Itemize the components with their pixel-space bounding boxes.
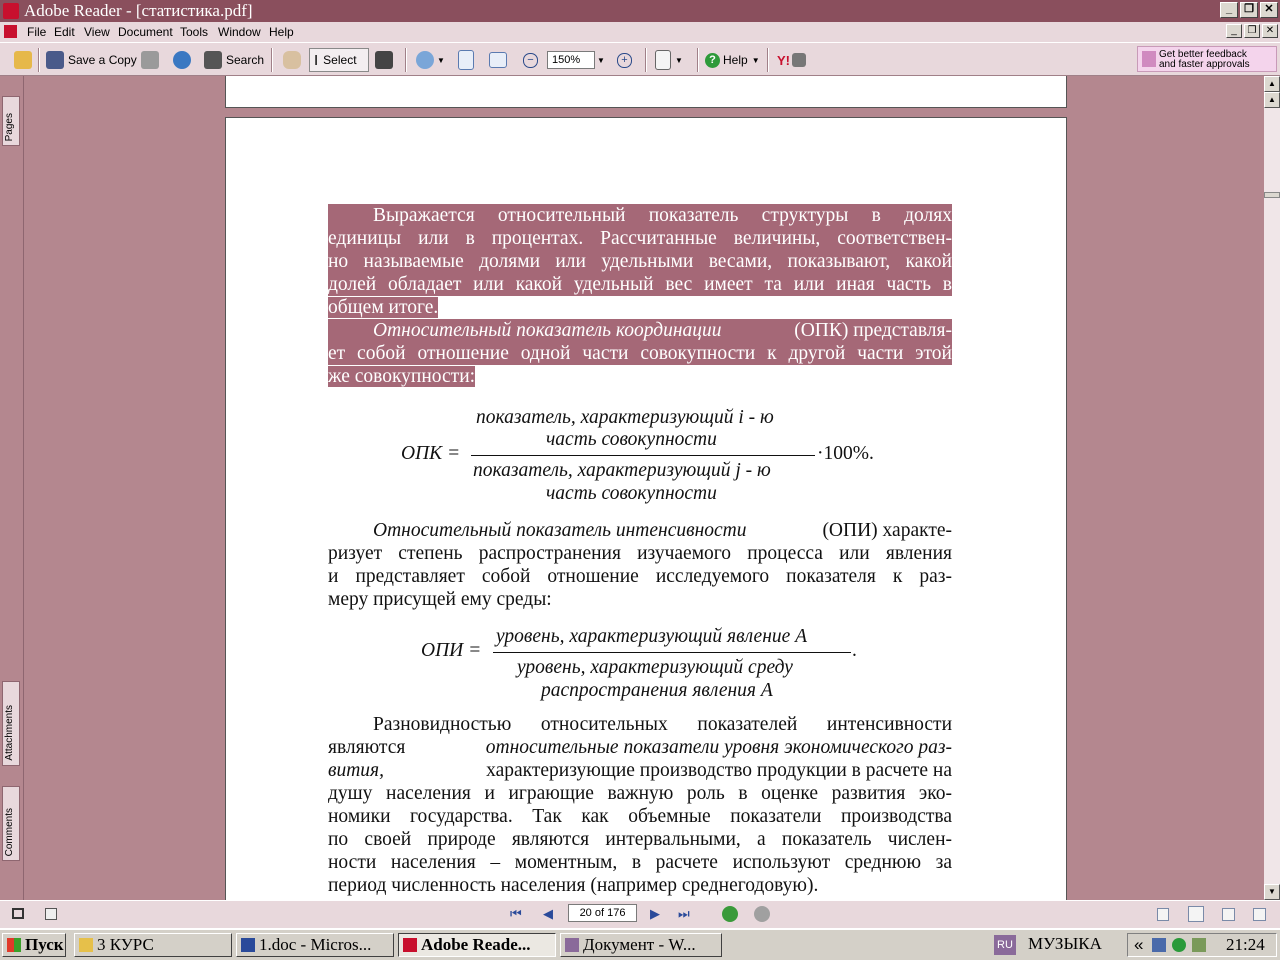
fit-width-icon <box>489 52 507 68</box>
go-forward-icon[interactable] <box>754 906 770 922</box>
text-line <box>328 319 952 342</box>
title-bar <box>0 0 1280 22</box>
select-tool-content[interactable] <box>314 49 357 71</box>
go-back-icon[interactable] <box>722 906 738 922</box>
zoom-in-button[interactable] <box>617 49 632 71</box>
snapshot-button[interactable] <box>375 49 393 71</box>
text-line: ности населения – моментным, в расчете используют среднюю за <box>328 852 952 873</box>
actual-size-button[interactable] <box>458 49 474 71</box>
toolbar-icon <box>792 53 806 67</box>
antivirus-icon[interactable] <box>1172 938 1186 952</box>
text-line <box>328 759 952 782</box>
chevron-down-icon: ▼ <box>751 55 760 65</box>
taskbar-item-word[interactable] <box>236 933 394 957</box>
hand-icon <box>283 51 301 69</box>
formula-numerator: показатель, характеризующий i - ю <box>476 407 774 428</box>
search-button[interactable] <box>204 49 264 71</box>
taskbar-item-document[interactable] <box>560 933 722 957</box>
doc-minimize-button[interactable]: _ <box>1226 24 1242 38</box>
text-line: и представляет собой отношение исследуемого показателя к раз- <box>328 566 952 587</box>
pen-icon <box>1142 51 1156 67</box>
adobe-reader-icon <box>3 3 19 19</box>
text-line <box>328 519 952 542</box>
tab-comments[interactable] <box>2 786 20 861</box>
formula-numerator: часть совокупности <box>546 429 717 450</box>
continuous-facing-icon[interactable] <box>1253 908 1266 921</box>
yahoo-button[interactable] <box>777 49 806 71</box>
printer-icon <box>141 51 159 69</box>
formula-numerator: уровень, характеризующий явление A <box>496 626 808 647</box>
term-economic-level-end: вития, <box>328 760 384 781</box>
taskbar <box>0 928 1280 960</box>
text-line: ризует степень распространения изучаемого процесса или явления <box>328 543 952 564</box>
document-icon <box>565 938 579 952</box>
page-layout-icon <box>655 50 671 70</box>
show-hidden-icons-button[interactable]: « <box>1134 935 1144 954</box>
next-page-icon[interactable]: ▶ <box>650 906 660 921</box>
text-line: по своей природе являются интервальными, а показатель числен- <box>328 829 952 850</box>
menu-tools[interactable]: Tools <box>180 25 209 39</box>
tab-pages-label: Pages <box>4 112 15 141</box>
tab-pages[interactable] <box>2 96 20 146</box>
save-copy-label: Save a Copy <box>68 53 137 67</box>
text-line <box>328 365 475 388</box>
text-line-end: общем итоге. <box>328 297 439 318</box>
tab-attachments[interactable] <box>2 681 20 766</box>
vertical-scrollbar[interactable] <box>1264 76 1280 900</box>
navigation-pane-tabs <box>0 76 24 900</box>
status-bar <box>0 900 1280 928</box>
select-label: Select <box>323 53 357 67</box>
menu-help[interactable]: Help <box>269 25 294 39</box>
taskbar-item-folder[interactable] <box>74 933 232 957</box>
start-button[interactable] <box>2 933 66 957</box>
continuous-icon[interactable] <box>1188 906 1204 922</box>
rotate-view-button[interactable] <box>655 49 683 71</box>
zoom-tool-button[interactable] <box>416 49 445 71</box>
text-line: единицы или в процентах. Рассчитанные величины, соответствен- <box>328 228 952 249</box>
globe-icon <box>173 51 191 69</box>
fit-page-icon <box>458 50 474 70</box>
text-cursor-icon: I <box>314 51 319 69</box>
formula-lhs: ОПК = <box>401 443 461 464</box>
scroll-thumb[interactable] <box>1264 192 1280 198</box>
taskbar-item-label: 1.doc - Micros... <box>259 935 372 954</box>
minus-icon: − <box>523 53 538 68</box>
text-line: но называемые долями или удельными весами, показывают, какой <box>328 251 952 272</box>
scroll-up-button[interactable]: ▲ <box>1264 76 1280 92</box>
promo-banner[interactable] <box>1137 46 1277 72</box>
text-line <box>328 296 438 319</box>
document-icon <box>4 25 17 38</box>
language-indicator[interactable]: RU <box>994 935 1016 955</box>
clock[interactable]: 21:24 <box>1226 935 1265 954</box>
text-line <box>328 736 952 759</box>
fraction-bar <box>493 652 851 653</box>
formula-denominator: часть совокупности <box>546 483 717 504</box>
doc-close-button[interactable]: ✕ <box>1262 24 1278 38</box>
word-icon <box>241 938 255 952</box>
formula-lhs: ОПИ = <box>421 640 482 661</box>
taskbar-item-label: Документ - W... <box>583 935 696 954</box>
term-coordination: Относительный показатель координации <box>373 320 722 341</box>
system-tray <box>1127 933 1277 957</box>
formula-denominator: распространения явления A <box>541 680 773 701</box>
promo-line-2: and faster approvals <box>1159 59 1250 70</box>
menu-file[interactable]: File <box>27 25 47 39</box>
fit-width-button[interactable] <box>489 49 507 71</box>
text-line: Выражается относительный показатель структуры в долях <box>328 204 952 227</box>
text-fragment: (ОПИ) характе- <box>822 520 952 541</box>
hand-tool-button[interactable] <box>283 49 301 71</box>
text-line: меру присущей ему среды: <box>328 589 552 610</box>
facing-icon[interactable] <box>1222 908 1235 921</box>
text-line: ет собой отношение одной части совокупности к другой части этой <box>328 343 952 364</box>
magnifier-icon <box>416 51 434 69</box>
zoom-out-button[interactable] <box>523 49 538 71</box>
menu-window[interactable]: Window <box>218 25 261 39</box>
help-label: Help <box>723 53 748 67</box>
camera-icon <box>375 51 393 69</box>
taskbar-item-label: Adobe Reade... <box>421 935 531 954</box>
last-page-icon[interactable]: ⏭ <box>678 906 690 921</box>
tab-attachments-label: Attachments <box>4 705 15 761</box>
zoom-dropdown[interactable] <box>597 49 605 71</box>
formula-tail: ·100%. <box>817 443 874 464</box>
yahoo-icon: Y! <box>777 52 790 68</box>
network-icon[interactable] <box>1152 938 1166 952</box>
text-line: период численность населения (например среднегодовую). <box>328 875 819 896</box>
open-button[interactable] <box>14 49 32 71</box>
maximize-button[interactable]: ❐ <box>1240 2 1258 18</box>
help-button[interactable] <box>705 49 760 71</box>
term-economic-level: относительные показатели уровня экономического раз- <box>485 737 952 758</box>
tab-comments-label: Comments <box>4 807 15 856</box>
text-fragment: (ОПК) представля- <box>794 320 952 341</box>
chevron-down-icon: ▼ <box>437 55 445 65</box>
page-number-field[interactable]: 20 of 176 <box>568 904 637 922</box>
email-button[interactable] <box>173 49 191 71</box>
save-copy-button[interactable] <box>46 49 137 71</box>
formula-denominator: уровень, характеризующий среду <box>517 657 793 678</box>
first-page-icon[interactable]: ⏮ <box>510 906 522 921</box>
previous-page-icon[interactable]: ◀ <box>543 906 553 921</box>
term-intensity: Относительный показатель интенсивности <box>373 520 747 541</box>
page-icon[interactable] <box>45 908 57 920</box>
window-title: Adobe Reader - [статистика.pdf] <box>24 1 253 20</box>
text-line: долей обладает или какой удельный вес имеет та или иная часть в <box>328 274 952 295</box>
chevron-down-icon: ▼ <box>597 55 605 65</box>
scroll-down-button[interactable]: ▼ <box>1264 884 1280 900</box>
binoculars-icon <box>204 51 222 69</box>
scroll-page-up-button[interactable]: ▲ <box>1264 92 1280 108</box>
help-icon: ? <box>705 53 720 68</box>
plus-icon: + <box>617 53 632 68</box>
menu-bar <box>0 22 1280 42</box>
close-button[interactable]: ✕ <box>1260 2 1278 18</box>
chevron-down-icon: ▼ <box>675 55 683 65</box>
search-label: Search <box>226 53 265 67</box>
windows-logo-icon <box>7 938 21 952</box>
text-line: Разновидностью относительных показателей интенсивности <box>373 714 952 735</box>
taskbar-item-adobe[interactable] <box>398 933 556 957</box>
start-label: Пуск <box>25 935 64 954</box>
music-toolbar[interactable]: МУЗЫКА <box>1028 934 1102 953</box>
folder-icon <box>14 51 32 69</box>
formula-denominator: показатель, характеризующий j - ю <box>473 460 771 481</box>
panel-toggle-icon[interactable] <box>12 908 24 919</box>
text-line: номики государства. Так как объемные показатели производства <box>328 806 952 827</box>
minimize-button[interactable]: _ <box>1220 2 1238 18</box>
menu-view[interactable]: View <box>84 25 110 39</box>
text-line-end: же совокупности: <box>328 366 476 387</box>
zoom-level-input[interactable]: 150% <box>547 51 595 69</box>
folder-icon <box>79 938 93 952</box>
text-fragment: характеризующие производство продукции в расчете на <box>486 760 952 781</box>
previous-page <box>225 76 1067 108</box>
print-button[interactable] <box>141 49 159 71</box>
menu-document[interactable]: Document <box>118 25 173 39</box>
doc-restore-button[interactable]: ❐ <box>1244 24 1260 38</box>
formula-tail: . <box>852 640 857 661</box>
adobe-reader-icon <box>403 938 417 952</box>
fraction-bar <box>471 455 815 456</box>
text-fragment: являются <box>328 737 406 758</box>
menu-edit[interactable]: Edit <box>54 25 75 39</box>
single-page-icon[interactable] <box>1157 908 1169 921</box>
taskbar-item-label: 3 КУРС <box>97 935 154 954</box>
tray-app-icon[interactable] <box>1192 938 1206 952</box>
text-line: душу населения и играющие важную роль в оценке развития эко- <box>328 783 952 804</box>
toolbar <box>0 42 1280 76</box>
floppy-icon <box>46 51 64 69</box>
promo-line-1: Get better feedback <box>1159 49 1247 60</box>
